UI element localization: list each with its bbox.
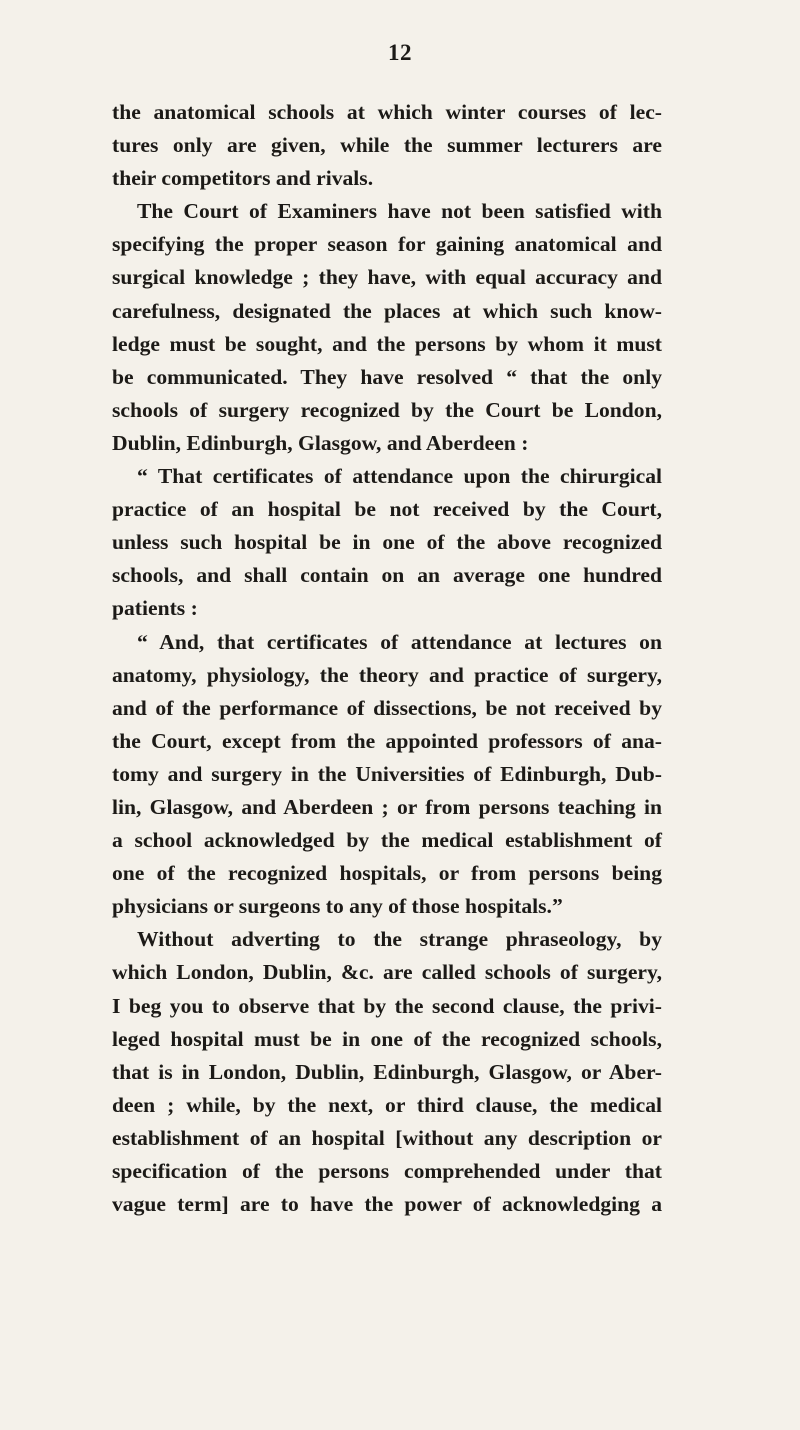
text-line: surgical knowledge ; they have, with equal accuracy and [112,265,662,290]
text-line: tomy and surgery in the Universities of Edinburgh, Dub- [112,761,662,786]
text-line: that is in London, Dublin, Edinburgh, Glasgow, or Aber- [112,1059,662,1084]
text-line: establishment of an hospital [without any description or [112,1125,662,1150]
text-line: deen ; while, by the next, or third clause, the medical [112,1092,662,1117]
text-line: “ And, that certificates of attendance at lectures on [137,629,662,654]
text-line: specifying the proper season for gaining anatomical and [112,232,662,257]
text-line: lin, Glasgow, and Aberdeen ; or from persons teaching in [112,794,662,819]
text-line: one of the recognized hospitals, or from persons being [112,861,662,886]
text-line: the Court, except from the appointed professors of ana- [112,728,662,753]
text-line: The Court of Examiners have not been satisfied with [137,199,662,224]
text-line: the anatomical schools at which winter courses of lec- [112,100,662,124]
text-line: “ That certificates of attendance upon the chirurgical [137,464,662,489]
text-line: patients : [112,596,198,621]
text-line: schools, and shall contain on an average one hundred [112,563,662,588]
text-line: which London, Dublin, &c. are called schools of surgery, [112,960,662,985]
text-line: unless such hospital be in one of the above recognized [112,530,662,555]
text-line: specification of the persons comprehended under that [112,1159,662,1183]
text-line: anatomy, physiology, the theory and practice of surgery, [112,662,662,687]
text-line: tures only are given, while the summer lecturers are [112,133,662,158]
text-line: schools of surgery recognized by the Court be London, [112,397,662,422]
text-line: practice of an hospital be not received by the Court, [112,497,662,522]
text-line: leged hospital must be in one of the recognized schools, [112,1026,662,1051]
text-line: I beg you to observe that by the second clause, the privi- [112,993,662,1018]
text-line: Without adverting to the strange phraseology, by [137,927,662,952]
page-number: 12 [388,40,412,65]
text-line: ledge must be sought, and the persons by whom it must [112,331,662,356]
text-line: and of the performance of dissections, be not received by [112,695,662,720]
text-line: their competitors and rivals. [112,166,374,191]
text-line: physicians or surgeons to any of those hospitals.” [112,894,563,919]
text-line: carefulness, designated the places at which such know- [112,298,662,323]
text-line: be communicated. They have resolved “ that the only [112,364,662,389]
text-line: Dublin, Edinburgh, Glasgow, and Aberdeen : [112,430,529,455]
body-text [112,96,662,1221]
text-line: a school acknowledged by the medical establishment of [112,828,662,853]
text-line: vague term] are to have the power of acknowledging a [112,1192,662,1217]
